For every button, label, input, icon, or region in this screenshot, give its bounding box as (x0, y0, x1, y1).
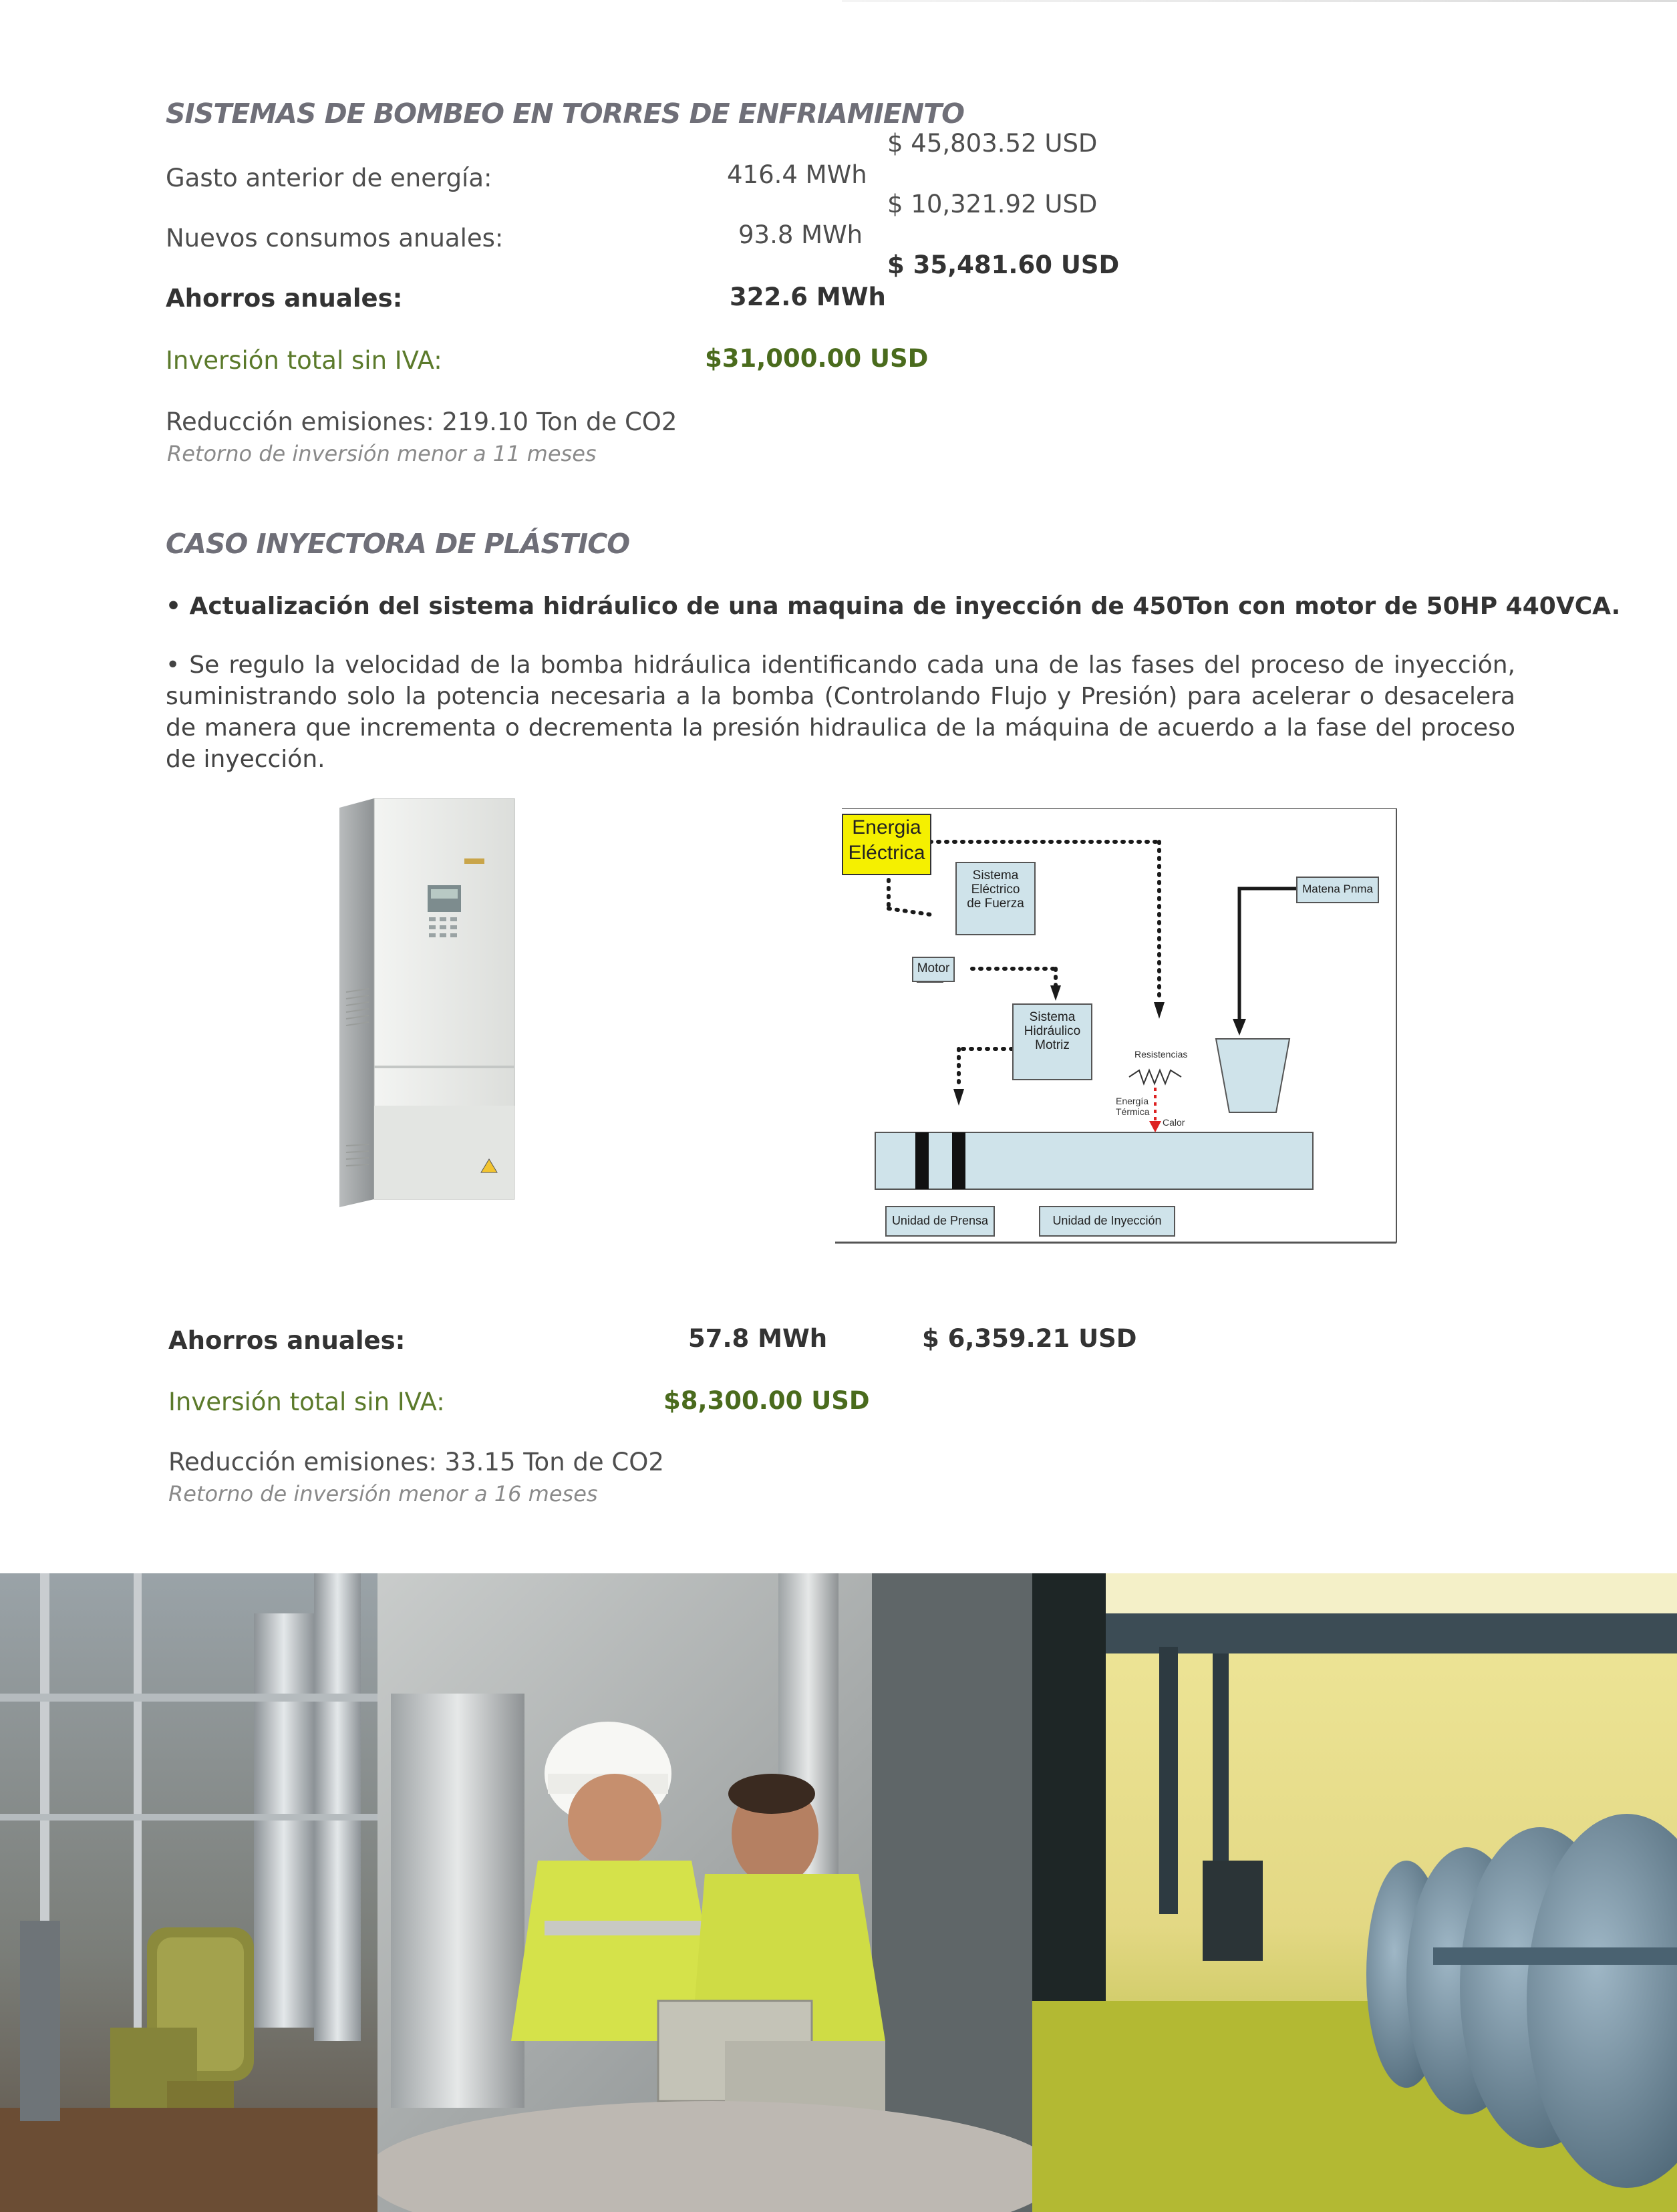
prev-energy-value: 416.4 MWh (727, 160, 867, 189)
new-consumption-label: Nuevos consumos anuales: (166, 224, 504, 253)
resistencias-label: Resistencias (1134, 1049, 1188, 1060)
investment-label: Inversión total sin IVA: (166, 346, 442, 375)
technicians-photo (377, 1573, 1032, 2212)
sistema-electrico-box (955, 862, 1036, 935)
annual-savings-energy: 322.6 MWh (730, 283, 886, 311)
materia-prima-box: Matena Pnma (1296, 877, 1379, 903)
sistema-hidraulico-line3: Motriz (1035, 1038, 1070, 1052)
injector-savings-cost: $ 6,359.21 USD (922, 1324, 1137, 1353)
unidad-prensa-box: Unidad de Prensa (885, 1206, 995, 1237)
pump-room-photo (0, 1573, 377, 2212)
section-heading-cooling-towers: SISTEMAS DE BOMBEO EN TORRES DE ENFRIAMIENTO (166, 98, 964, 130)
unidad-inyeccion-box: Unidad de Inyección (1039, 1206, 1175, 1237)
motor-box: Motor (912, 957, 955, 982)
emissions-reduction: Reducción emisiones: 219.10 Ton de CO2 (166, 408, 677, 436)
energia-termica-line2: Térmica (1116, 1106, 1150, 1117)
sistema-hidraulico-line1: Sistema (1029, 1010, 1076, 1024)
injector-roi-note: Retorno de inversión menor a 16 meses (168, 1481, 598, 1507)
top-rule (842, 0, 1677, 2)
energia-termica-line1: Energía (1116, 1096, 1149, 1106)
bullet-pump-regulation: • Se regulo la velocidad de la bomba hidráulica identificando cada una de las fases del proceso de inyección, suministrando solo la potencia necesaria a la bomba (Controlando Flujo y Presión) para acelerar o desacelera de manera que incrementa o decrementa la presión hidraulica de la máquina de acuerdo a la fase del proceso de inyección. (166, 651, 1515, 773)
energia-termica-label (1116, 1096, 1150, 1117)
new-cost-value: $ 10,321.92 USD (887, 190, 1098, 218)
industrial-photo-strip (0, 1573, 1677, 2212)
sistema-hidraulico-line2: Hidráulico (1024, 1024, 1081, 1038)
fan-room-photo (1032, 1573, 1677, 2212)
section-heading-plastic-injector: CASO INYECTORA DE PLÁSTICO (166, 528, 630, 560)
energia-electrica-box (842, 814, 931, 875)
injector-emissions-reduction: Reducción emisiones: 33.15 Ton de CO2 (168, 1448, 664, 1476)
investment-value: $31,000.00 USD (705, 344, 929, 373)
prev-cost-value: $ 45,803.52 USD (887, 129, 1098, 158)
injection-process-diagram (835, 808, 1410, 1256)
variable-frequency-drive-image (334, 798, 521, 1216)
roi-note: Retorno de inversión menor a 11 meses (167, 441, 597, 466)
annual-savings-cost: $ 35,481.60 USD (887, 251, 1120, 279)
energia-line2: Eléctrica (848, 842, 925, 864)
prev-energy-label: Gasto anterior de energía: (166, 164, 492, 192)
new-consumption-value: 93.8 MWh (738, 220, 863, 249)
bullet-hydraulic-update: • Actualización del sistema hidráulico de una maquina de inyección de 450Ton con motor de 50HP 440VCA. (166, 593, 1621, 620)
injector-investment-label: Inversión total sin IVA: (168, 1388, 445, 1416)
sistema-electrico-line1: Sistema (972, 868, 1019, 883)
injector-savings-energy: 57.8 MWh (688, 1324, 828, 1353)
sistema-electrico-line3: de Fuerza (967, 897, 1024, 911)
calor-label: Calor (1163, 1117, 1185, 1128)
injector-investment-value: $8,300.00 USD (663, 1386, 870, 1415)
sistema-electrico-line2: Eléctrico (971, 883, 1020, 897)
annual-savings-label: Ahorros anuales: (166, 284, 403, 313)
energia-line1: Energia (852, 816, 921, 838)
sistema-hidraulico-box (1012, 1003, 1092, 1080)
injector-savings-label: Ahorros anuales: (168, 1326, 406, 1355)
